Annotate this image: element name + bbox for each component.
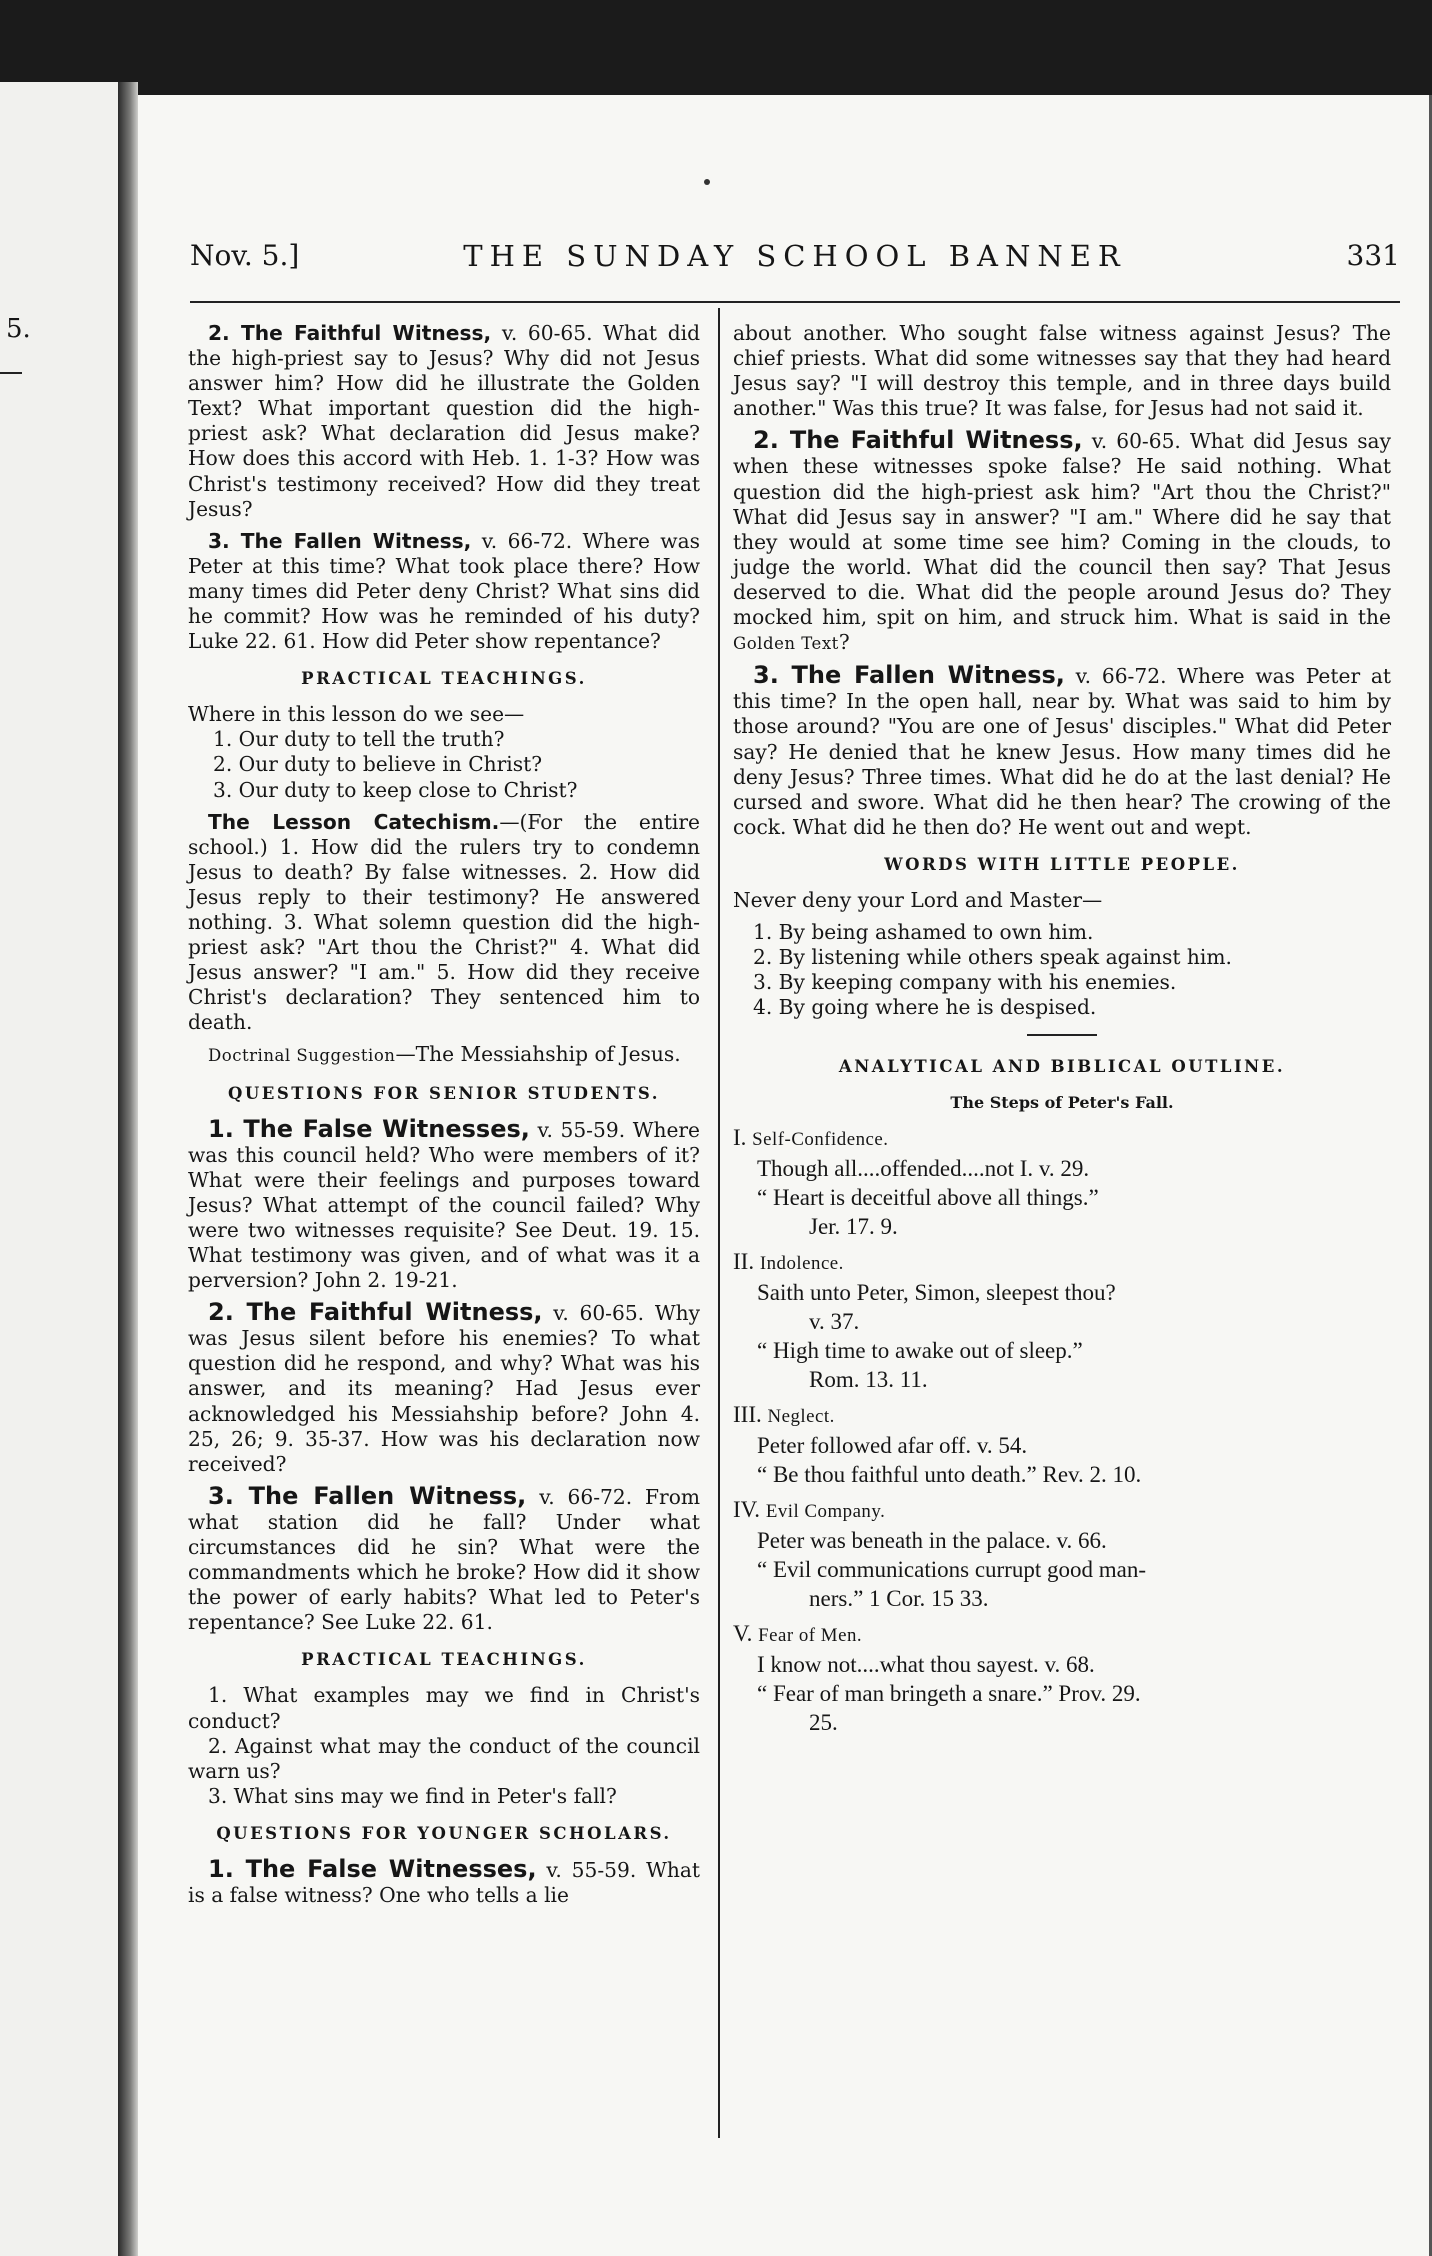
continued-answer: about another. Who sought false witness against Jesus? The chief priests. What did some witnesses say that they had heard Jesus say? "I will destroy this temple, and in three days build another." Was this true? It was false, for Jesus had not said it. (733, 321, 1391, 421)
outline-line: v. 37. (809, 1309, 860, 1335)
outline-line: Peter followed afar off. v. 54. (757, 1433, 1028, 1459)
list-item: 1. Our duty to tell the truth? (213, 727, 505, 752)
list-item: 1. By being ashamed to own him. (753, 919, 1094, 944)
younger-question-1: 1. The False Witnesses, v. 55-59. What is a false witness? One who tells a lie (188, 1854, 701, 1907)
heading-practical-teachings: PRACTICAL TEACHINGS. (301, 669, 587, 689)
heading-younger-questions: QUESTIONS FOR YOUNGER SCHOLARS. (216, 1823, 672, 1843)
page-number: 331 (1346, 239, 1400, 272)
outline-heading: V. Fear of Men. (733, 1621, 863, 1647)
book-gutter (118, 82, 138, 2256)
outline-list (733, 1123, 1391, 1737)
list-item: 2. Against what may the conduct of the council warn us? (188, 1733, 700, 1783)
outline-line: “ High time to awake out of sleep.” (757, 1338, 1083, 1364)
teachings-intro: Where in this lesson do we see— (188, 702, 525, 727)
doctrinal-suggestion: Doctrinal Suggestion—The Messiahship of Jesus. (208, 1042, 681, 1067)
outline-line: Rom. 13. 11. (809, 1367, 928, 1393)
younger-question-3: 3. The Fallen Witness, v. 66-72. Where was Peter at this time? In the open hall, near by. What was said to him by those around? "You are one of Jesus' disciples." What did Peter say? He denied that he knew Jesus. How many times did he deny Jesus? Three times. What did he do at the last denial? He cursed and swore. What did he then hear? The crowing of the cock. What did he then do? He went out and wept. (733, 661, 1392, 839)
heading-senior-questions: QUESTIONS FOR SENIOR STUDENTS. (228, 1083, 660, 1103)
outline-line: “ Fear of man bringeth a snare.” Prov. 29. (757, 1681, 1141, 1707)
outline-subtitle: The Steps of Peter's Fall. (950, 1093, 1174, 1113)
outline-line: “ Evil communications currupt good man- (757, 1557, 1146, 1583)
header-rule (190, 301, 1400, 303)
outline-heading: III. Neglect. (733, 1402, 835, 1428)
list-item: 1. What examples may we find in Christ's conduct? (188, 1683, 700, 1733)
list-item: 3. By keeping company with his enemies. (753, 970, 1177, 995)
senior-question-1: 1. The False Witnesses, v. 55-59. Where was this council held? Who were members of it? What were their feelings and purposes toward Jesus? What attempt of the council failed? Why were two witnesses requisite? See Deut. 19. 15. What testimony was given, and of what was it a perversion? John 2. 19-21. (188, 1114, 700, 1293)
left-column (188, 321, 700, 1908)
running-header (190, 239, 1400, 283)
list-item: 3. Our duty to keep close to Christ? (213, 777, 578, 802)
header-date: Nov. 5.] (190, 239, 300, 272)
senior-question-3: 3. The Fallen Witness, v. 66-72. From what station did he fall? Under what circumstances did he sin? What were the commandments which he broke? How did it show the power of early habits? What led to Peter's repentance? See Luke 22. 61. (188, 1481, 700, 1635)
outline-line: “ Be thou faithful unto death.” Rev. 2. 10. (757, 1462, 1142, 1488)
outline-line: Saith unto Peter, Simon, sleepest thou? (757, 1280, 1116, 1306)
outline-line: Peter was beneath in the palace. v. 66. (757, 1528, 1107, 1554)
paragraph-catechism: The Lesson Catechism.—(For the entire school.) 1. How did the rulers try to condemn Jesus to death? By false witnesses. 2. How did Jesus reply to their testimony? He answered nothing. 3. What solemn question did the high-priest ask? "Art thou the Christ?" 4. What did Jesus answer? "I am." 5. How did they receive Christ's declaration? They sentenced him to death. (188, 809, 700, 1035)
never-deny-intro: Never deny your Lord and Master— (733, 887, 1103, 912)
list-item: 2. Our duty to believe in Christ? (213, 752, 543, 777)
previous-page-rule (0, 372, 22, 374)
senior-question-2: 2. The Faithful Witness, v. 60-65. Why was Jesus silent before his enemies? To what question did he respond, and why? What was his answer, and its meaning? Had Jesus ever acknowledged his Messiahship before? John 4. 25, 26; 9. 35-37. How was his declaration now received? (188, 1298, 701, 1476)
section-divider (1027, 1034, 1097, 1036)
outline-line: “ Heart is deceitful above all things.” (757, 1185, 1099, 1211)
column-rule (718, 308, 720, 2138)
outline-line: 25. (809, 1710, 838, 1736)
outline-line: I know not....what thou sayest. v. 68. (757, 1652, 1095, 1678)
list-item: 4. By going where he is despised. (753, 995, 1097, 1020)
outline-line: Jer. 17. 9. (809, 1214, 898, 1240)
paragraph-fallen-witness: 3. The Fallen Witness, v. 66-72. Where was Peter at this time? What took place there? How many times did Peter deny Christ? What sins did he commit? How was he reminded of his duty? Luke 22. 61. How did Peter show repentance? (188, 528, 700, 654)
previous-page-edge (0, 82, 118, 2256)
outline-heading: IV. Evil Company. (733, 1497, 886, 1523)
outline-line: ners.” 1 Cor. 15 33. (809, 1586, 989, 1612)
outline-heading: II. Indolence. (733, 1249, 844, 1275)
paragraph-faithful-witness: 2. The Faithful Witness, v. 60-65. What did the high-priest say to Jesus? Why did not Jesus answer him? How did he illustrate the Golden Text? What important question did the high-priest ask? What declaration did Jesus make? How does this accord with Heb. 1. 1-3? How was Christ's testimony received? How did they treat Jesus? (188, 321, 700, 521)
header-title: THE SUNDAY SCHOOL BANNER (463, 239, 1127, 273)
specks (704, 179, 710, 185)
list-item: 2. By listening while others speak against him. (753, 945, 1232, 970)
outline-heading: I. Self-Confidence. (733, 1125, 889, 1151)
heading-analytical-outline: ANALYTICAL AND BIBLICAL OUTLINE. (838, 1057, 1286, 1077)
heading-practical-teachings-2: PRACTICAL TEACHINGS. (301, 1650, 587, 1670)
heading-words-little-people: WORDS WITH LITTLE PEOPLE. (884, 854, 1240, 874)
outline-line: Though all....offended....not I. v. 29. (757, 1156, 1090, 1182)
previous-page-number: 5. (6, 314, 31, 344)
right-column (733, 321, 1391, 1737)
younger-question-2: 2. The Faithful Witness, v. 60-65. What did Jesus say when these witnesses spoke false? He said nothing. What question did the high-priest ask him? "Art thou the Christ?" What did Jesus say in answer? "I am." Where did he say that they would at some time see him? Coming in the clouds, to judge the world. What did the council then say? That Jesus deserved to die. What did the people around Jesus do? They mocked him, spit on him, and struck him. What is said in the Golden Text? (733, 426, 1391, 655)
list-item: 3. What sins may we find in Peter's fall? (208, 1783, 617, 1808)
page (138, 95, 1432, 2256)
